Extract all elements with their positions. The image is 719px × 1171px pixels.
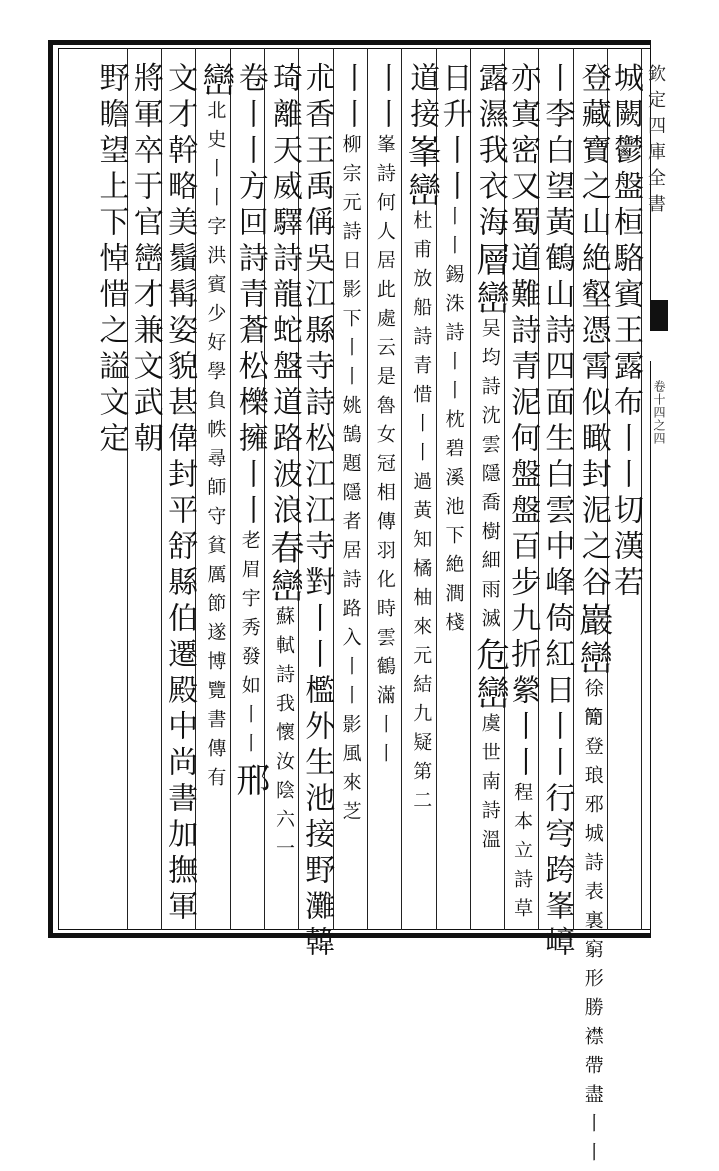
text-column-3	[539, 62, 575, 962]
text-column-11	[264, 62, 304, 867]
entry-heading: 層巒	[469, 242, 510, 318]
main-text: 登藏寶之山絶壑憑霄似瞰封泥之谷	[575, 62, 611, 602]
annotation-text: 程本立詩草	[511, 782, 534, 927]
annotation-text: 杜甫放船詩青惜丨丨過黃知橘柚來元結九疑第二	[410, 210, 433, 819]
main-text: 丨李白望黃鶴山詩四面生白雲中峰倚紅日丨丨行穹跨峯嶂	[539, 62, 575, 962]
book-title: 欽定四庫全書	[645, 64, 666, 220]
fish-tail-mark-gap	[650, 330, 668, 361]
fish-tail-mark-upper	[650, 300, 668, 330]
annotation-text: 池下絶澗棧	[442, 496, 465, 641]
entry-heading: 春巒	[264, 530, 304, 606]
text-column-13	[195, 62, 236, 796]
annotation-text: 柳宗元詩日影下丨丨姚鵠題隱者居詩路入丨丨影風來芝	[339, 134, 362, 830]
main-text: 野瞻望上下悼惜之謚文定	[93, 62, 129, 458]
main-text: 朮香王禹偁吳江縣寺詩松江江寺對丨丨檻外生池接野灘韓	[299, 62, 335, 962]
text-column-12	[229, 62, 270, 800]
entry-heading: 巒	[195, 62, 236, 100]
main-text: 丨丨切漢若	[608, 422, 643, 602]
main-text: 卷丨丨方回詩青蒼松櫟擁丨丨	[232, 62, 268, 530]
main-text: 丨丨	[367, 62, 403, 134]
column-divider	[367, 48, 368, 930]
main-text: 道接	[404, 62, 440, 134]
text-column-8	[367, 62, 403, 772]
annotation-text: 丨丨錫洙詩丨丨枕碧溪	[442, 206, 465, 496]
text-column-14	[162, 62, 198, 926]
text-column-2	[572, 62, 613, 1171]
text-column-15	[127, 62, 163, 458]
annotation-text: 蘇軾詩我懷汝陰六一	[273, 606, 295, 867]
annotation-text: 峯詩何人居此處云是魯女冠相傳羽化時雲鶴滿丨丨	[373, 134, 396, 772]
main-text: 城闕鬱盤桓駱賓王露布	[608, 62, 643, 422]
text-column-7	[401, 62, 442, 819]
annotation-text: 北史丨丨字洪賓少好學負帙尋師守貧厲節遂博覽書傳有	[204, 100, 227, 796]
annotation-text: 虞世南詩溫	[478, 713, 501, 858]
annotation-text: 吴均詩沈雲隱喬樹細雨滅	[478, 318, 501, 637]
main-text: 丨丨	[333, 62, 369, 134]
text-column-16	[93, 62, 129, 458]
text-column-4	[505, 62, 541, 927]
text-column-5	[469, 62, 510, 858]
main-text: 琦離天威驛詩龍蛇盤道路波浪	[267, 62, 302, 530]
entry-heading: 危巒	[469, 637, 510, 713]
volume-label: 卷十四之四	[652, 380, 666, 445]
main-text: 文才幹略美鬚髯姿貌甚偉封平舒縣伯遷殿中尚書加撫軍	[162, 62, 198, 926]
annotation-text: 老眉宇秀發如丨丨	[238, 530, 261, 762]
entry-heading: 邢	[229, 762, 270, 800]
main-text: 露濕我衣海	[472, 62, 508, 242]
entry-heading: 巖巒	[572, 602, 613, 678]
text-column-6	[436, 62, 472, 641]
text-column-10	[299, 62, 335, 962]
entry-heading: 峯巒	[401, 134, 442, 210]
annotation-text: 徐𥳑登琅邪城詩表裏窮形勝襟帶盡丨丨	[581, 678, 604, 1171]
main-text: 將軍卒于官巒才兼文武朝	[127, 62, 163, 458]
main-text: 亦寘密又蜀道難詩青泥何盤盤百步九折縈丨丨	[505, 62, 541, 782]
text-column-9	[333, 62, 369, 830]
text-column-1	[608, 62, 643, 602]
main-text: 日升丨丨	[436, 62, 472, 206]
